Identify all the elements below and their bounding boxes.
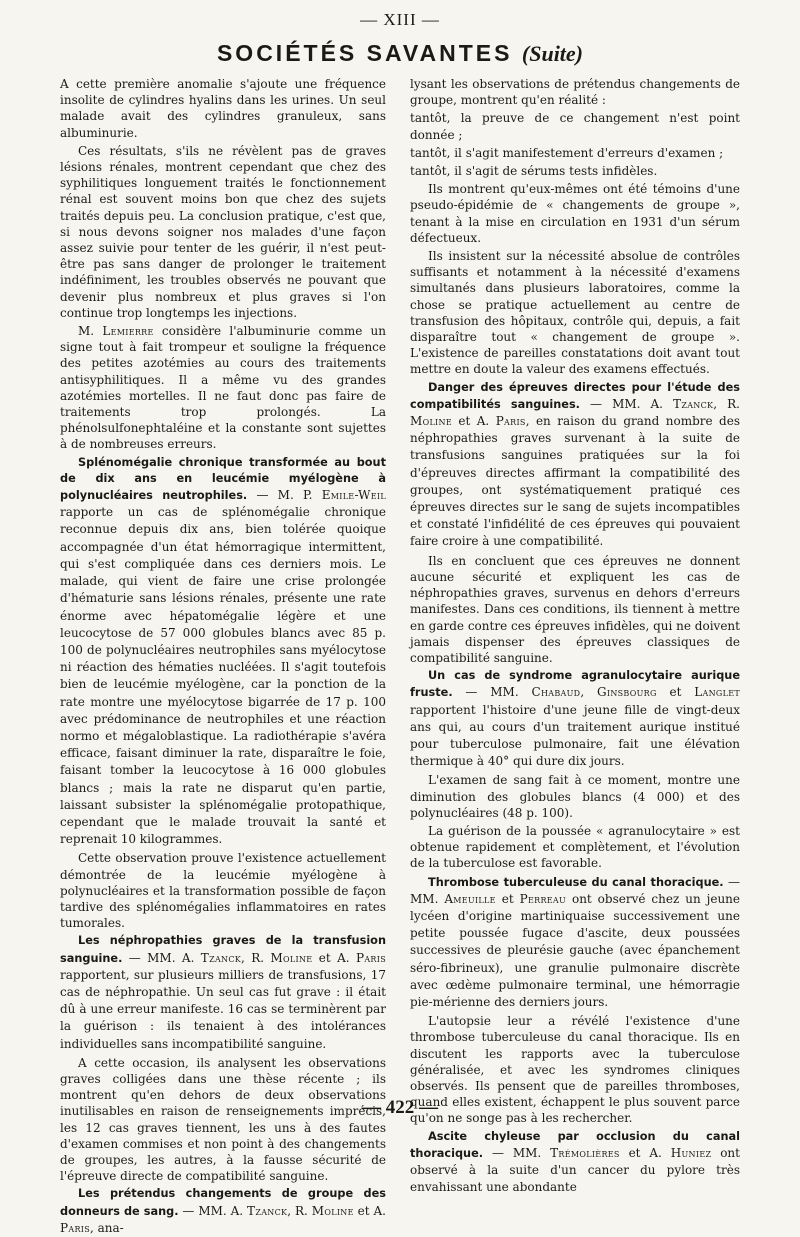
author-name: Tzanck [247,1203,288,1218]
body-text: L'autopsie leur a révélé l'existence d'une thrombose tuberculeuse du canal thoracique. Ils en discutent les rapports avec la tuberculose généralisée, et avec les syndromes cliniques observés. Ils pensent que de pareilles thromboses, quand elles existent, échappent le plus souvent parce qu'on ne songe pas à les rechercher. [410,1014,740,1126]
text-run: et A. [312,950,356,965]
text-run: et [656,685,695,700]
author-name: Moline [311,1203,354,1218]
section-entry [410,380,740,551]
section-title: Un cas de syndrome agranulocytaire aurique fruste. [410,669,740,700]
text-run: — M. P. [247,488,322,503]
text-run: et A. [451,414,496,429]
text-run: — MM. [452,685,532,700]
paragraph [60,850,386,931]
author-name: Ginsbourg [597,685,657,700]
body-text: rapporte un cas de splénomégalie chronique reconnue depuis dix ans, bien tolérée quoique accompagnée d'un état hémorragique intermittent, qui s'est compliquée dans ces derniers mois. Le malade, qui vient de faire une crise prolongée d'hématurie sans lésions rénales, présente une rate énorme avec hépatomégalie légère et une leucocytose de 57 000 globules blancs avec 85 p. 100 de polynucléaires neutrophiles sans myélocytose ni réaction des hématies nucléées. Il s'agit toutefois bien de leucémie myélogène, car la ponction de la rate montre une myélocytose bigarrée de 17 p. 100 avec prédominance de neutrophiles et une réaction normo et mégaloblastique. La radiothérapie s'avéra efficace, faisant diminuer la rate, disparaître le foie, faisant tomber la leucocytose à 16 000 globules blancs ; mais la rate ne disparut qu'en partie, laissant subsister la splénomégalie protopathique, cependant que le malade trouvait la santé et reprenait 10 kilogrammes. [60,505,386,847]
body-text: A cette occasion, ils analysent les observations graves colligées dans une thèse récente ; ils montrent qu'en dehors de deux observations inutilisables en raison de renseignements imprécis, les 12 cas graves tiennent, les uns à des fautes d'examen commises et non point à des changements de groupes, les autres, à la fausse sécurité de l'épreuve directe de compatibilité sanguine. [60,1055,386,1184]
body-text: considère l'albuminurie comme un signe tout à fait trompeur et souligne la fréquence des petites azotémies au cours des traitements antisyphilitiques. Il a même vu des grandes azotémies mortelles. Il ne faut donc pas faire de traitements trop prolongés. La phénolsulfonephtaléine et la constante sont sujettes à de nombreuses erreurs. [60,324,387,452]
paragraph [410,76,740,108]
text-run: — MM. [410,874,740,906]
body-text: , ana- [90,1220,124,1235]
body-text: tantôt, la preuve de ce changement n'est point donnée ; [410,111,740,142]
paragraph [60,76,386,141]
author-name: Trémolières [550,1145,620,1160]
section-title: Splénomégalie chronique transformée au bout de dix ans en leucémie myélogène à polynucléaires neutrophiles. [60,455,386,503]
section-title: Ascite chyleuse par occlusion du canal thoracique. [410,1129,740,1160]
paragraph [60,143,386,321]
body-text: La guérison de la poussée « agranulocytaire » est obtenue rapidement et complètement, et l'évolution de la tuberculose est favorable. [410,823,740,871]
section-entry [60,455,386,849]
paragraph [410,248,740,378]
right-column [410,76,740,1195]
text-run: — MM. A. [178,1203,248,1218]
body-text: lysant les observations de prétendus changements de groupe, montrent qu'en réalité : [410,77,740,108]
author-name: Perreau [519,891,567,906]
body-text: Cette observation prouve l'existence actuellement démontrée de la leucémie myélogène à polynucléaires et la transformation possible de façon tardive des splénomégalies inflammatoires en rates tumorales. [60,851,386,931]
body-text: rapportent l'histoire d'une jeune fille de vingt-deux ans qui, au cours d'un traitement aurique institué pour tuberculose pulmonaire, fait une élévation thermique à 40° qui dure dix jours. [410,702,740,769]
paragraph [410,145,740,161]
paragraph [410,772,740,821]
section-entry [410,1129,740,1197]
body-text: Ils montrent qu'eux-mêmes ont été témoins d'une pseudo-épidémie de « changements de groupe », tenant à la mise en circulation en 1931 d'un sérum défectueux. [410,182,740,245]
author-name: Paris [495,414,526,429]
body-text: rapportent, sur plusieurs milliers de transfusions, 17 cas de néphropathie. Un seul cas fut grave : il était dû à une erreur manifeste. 16 cas se terminèrent par la guérison : ils tenaient à des intolérances individuelles sans incompatibilité sanguine. [60,967,386,1051]
text-run: M. [78,324,103,339]
author-name: Langlet [694,685,740,700]
paragraph [410,553,740,666]
body-text: ont observé à la suite d'un cancer du pylore très envahissant une abondante [410,1145,740,1195]
section-entry [410,874,740,1012]
section-numeral: — XIII — [360,10,440,29]
text-run: , R. [241,950,271,965]
author-name: Chabaud [531,685,581,700]
paragraph [410,181,740,246]
body-text: L'examen de sang fait à ce moment, montre une diminution des globules blancs (4 000) et des polynucléaires (48 p. 100). [410,773,740,820]
page-number: — 422 — [362,1097,438,1118]
text-run: , R. [713,396,740,411]
author-name: Paris [355,950,386,965]
left-column [60,76,387,1235]
section-title: Danger des épreuves directes pour l'étude des compatibilités sanguines. [410,380,740,411]
section-entry [60,1186,386,1237]
body-text: A cette première anomalie s'ajoute une fréquence insolite de cylindres hyalins dans les urines. Un seul malade avait des cylindres granuleux, sans albuminurie. [60,77,386,140]
paragraph [60,323,386,453]
paragraph [410,823,740,872]
section-title: Les néphropathies graves de la transfusion sanguine. [60,934,386,965]
section-entry [60,933,386,1052]
text-run: — MM. A. [579,396,674,411]
paragraph [60,1055,386,1185]
author-name: Lemierre [102,324,154,339]
paragraph [410,163,740,179]
author-name: Tzanck [673,396,714,411]
paragraph [410,110,740,142]
text-run: , R. [287,1203,312,1218]
author-name: Moline [270,950,313,965]
text-run: et A. [619,1145,671,1160]
author-name: Huniez [670,1145,712,1160]
text-run: — MM. [483,1145,551,1160]
text-run: et A. [353,1203,386,1218]
page-title-text: SOCIÉTÉS SAVANTES [216,40,513,66]
page-title-suite: (Suite) [521,41,584,66]
body-text: tantôt, il s'agit manifestement d'erreurs d'examen ; [410,145,724,160]
body-text: ont observé chez un jeune lycéen d'origine martiniquaise successivement une petite poussée fugace d'ascite, deux poussées successives de pleurésie gauche (avec épanchement séro-fibrineux), une granulie pulmonaire discrète avec œdème pulmonaire terminal, une hémorragie pie-mérienne des derniers jours. [410,891,740,1009]
author-name: Tzanck [200,950,242,965]
section-title: Thrombose tuberculeuse du canal thoracique. [428,875,724,889]
author-name: Paris [60,1220,91,1235]
page-title [0,40,800,67]
section-title: Les prétendus changements de groupe des donneurs de sang. [60,1187,386,1218]
text-run: — MM. A. [122,950,201,965]
section-entry [410,668,740,770]
body-text: Ces résultats, s'ils ne révèlent pas de graves lésions rénales, montrent cependant que chez des syphilitiques longuement traités le fonctionnement rénal est souvent moins bon que chez des sujets traités depuis peu. La conclusion pratique, c'est que, si nous devons soigner nos malades d'une façon assez suivie pour tenter de les guérir, il n'est peut-être pas sans danger de prolonger le traitement indéfiniment, les troubles observés ne pouvant que devenir plus nombreux et plus graves si l'on continue trop longtemps les injections. [60,143,386,320]
body-text: tantôt, il s'agit de sérums tests infidèles. [410,164,658,179]
author-name: Ameuille [444,891,496,906]
author-name: Emile-Weil [321,488,386,503]
body-text: , en raison du grand nombre des néphropathies graves survenant à la suite de transfusions sanguines pratiquées sur la foi d'épreuves directes affirmant la compatibilité des groupes, ont systématiquement pratiqué ces épreuves directes sur le sang de sujets incompatibles et constaté l'infidélité de ces épreuves qui pouvaient faire croire à une compatibilité. [410,414,740,549]
author-name: Moline [410,414,452,429]
text-run: , [580,685,597,700]
body-text: Ils en concluent que ces épreuves ne donnent aucune sécurité et expliquent les cas de néphropathies graves, survenus en dehors d'erreurs manifestes. Dans ces conditions, ils tiennent à mettre en garde contre ces épreuves infidèles, qui ne doivent jamais dispenser des épreuves classiques de compatibilité sanguine. [410,553,740,665]
text-run: et [495,891,520,906]
body-text: Ils insistent sur la nécessité absolue de contrôles suffisants et notamment à la nécessité d'examens simultanés dans plusieurs laboratoires, comme la chose se pratique actuellement au centre de transfusion des hôpitaux, contrôle qui, depuis, a fait disparaître tout « changement de groupe ». L'existence de pareilles constatations doit avant tout mettre en doute la valeur des examens effectués. [410,249,740,377]
